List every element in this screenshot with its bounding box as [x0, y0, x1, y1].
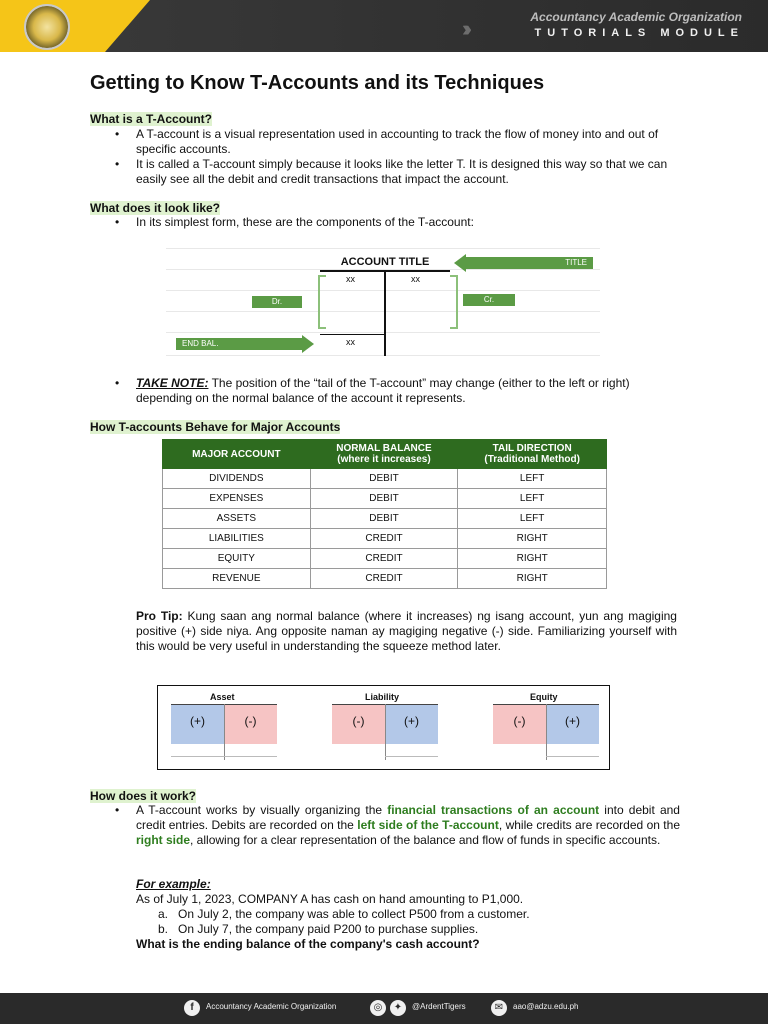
section-behave: [90, 420, 340, 434]
list-item: a. On July 2, the company was able to collect P500 from a customer.: [158, 907, 530, 921]
credit-entry: xx: [411, 274, 420, 284]
section-what-is: [90, 112, 212, 126]
footer-facebook: Accountancy Academic Organization: [206, 1002, 337, 1011]
list-item: b. On July 7, the company paid P200 to purchase supplies.: [158, 922, 479, 936]
bullet-item: • A T-account is a visual representation used in accounting to track the flow of money into and out of specific accounts.: [115, 127, 680, 157]
major-accounts-table: [162, 439, 607, 589]
email-icon: ✉: [491, 1000, 507, 1016]
equity-minus-side: (-): [493, 705, 546, 744]
title-callout: TITLE: [466, 257, 593, 269]
page-footer: [0, 993, 768, 1024]
bullet-item: • It is called a T-account simply because it looks like the letter T. It is designed this way so that we can easily see all the debit and credit transactions that impact the account.: [115, 157, 680, 187]
end-balance-callout: END BAL.: [176, 338, 302, 350]
liability-minus-side: (-): [332, 705, 385, 744]
facebook-icon: f: [184, 1000, 200, 1016]
section-heading: How does it work?: [90, 789, 197, 803]
asset-plus-side: (+): [171, 705, 224, 744]
t-account-diagram: [166, 248, 600, 356]
how-work-item: • A T-account works by visually organizing the financial transactions of an account into debit and credit entries. Debits are recorded on the left side of the T-account, while credits are recorded on the right side, allowing for a clear representation of the balance and flow of funds in specific accounts.: [115, 803, 680, 847]
footer-email: aao@adzu.edu.ph: [513, 1002, 579, 1011]
ending-balance-entry: xx: [346, 337, 355, 347]
column-header: MAJOR ACCOUNT: [163, 440, 311, 469]
example-label: For example:: [136, 877, 211, 891]
section-heading: How T-accounts Behave for Major Accounts: [90, 420, 341, 434]
table-row: LIABILITIES CREDIT RIGHT: [163, 529, 607, 549]
asset-label: Asset: [210, 692, 235, 702]
table-row: REVENUE CREDIT RIGHT: [163, 569, 607, 589]
column-header: NORMAL BALANCE (where it increases): [310, 440, 458, 469]
pro-tip: [136, 609, 677, 654]
sign-diagram: [157, 685, 610, 770]
instagram-icon: ◎: [370, 1000, 386, 1016]
highlight-text: right side: [136, 833, 191, 847]
bullet-text: A T-account is a visual representation used in accounting to track the flow of money into and out of specific accounts.: [136, 127, 659, 156]
table-row: DIVIDENDS DEBIT LEFT: [163, 469, 607, 489]
t-account-stem: [384, 272, 386, 356]
equity-label: Equity: [530, 692, 558, 702]
page-header: [0, 0, 768, 52]
table-row: ASSETS DEBIT LEFT: [163, 509, 607, 529]
asset-minus-side: (-): [224, 705, 277, 744]
table-row: EQUITY CREDIT RIGHT: [163, 549, 607, 569]
section-heading: What does it look like?: [90, 201, 221, 215]
equity-plus-side: (+): [546, 705, 599, 744]
example-question: What is the ending balance of the company's cash account?: [136, 937, 480, 951]
take-note-text: The position of the “tail of the T-account” may change (either to the left or right) depending on the normal balance of the account it represents.: [136, 376, 630, 405]
table-header-row: [163, 440, 607, 469]
take-note-item: • TAKE NOTE: The position of the “tail of the T-account” may change (either to the left or right) depending on the normal balance of the account it represents.: [115, 376, 630, 405]
section-look-like: [90, 201, 220, 215]
example-block: [136, 877, 530, 952]
bullet-item: • In its simplest form, these are the components of the T-account:: [115, 215, 680, 230]
credit-callout: Cr.: [463, 294, 515, 306]
university-seal-logo: [24, 4, 70, 50]
bullet-text: It is called a T-account simply because it looks like the letter T. It is designed this way so that we can easily see all the debit and credit transactions that impact the account.: [136, 157, 668, 186]
debit-callout: Dr.: [252, 296, 302, 308]
highlight-text: financial transactions of an account: [387, 803, 600, 817]
debit-bracket: [318, 275, 326, 329]
debit-entry: xx: [346, 274, 355, 284]
twitter-icon: ✦: [390, 1000, 406, 1016]
credit-bracket: [450, 275, 458, 329]
header-accent: [0, 0, 150, 52]
table-row: EXPENSES DEBIT LEFT: [163, 489, 607, 509]
section-how-work: [90, 789, 196, 803]
bullet-text: In its simplest form, these are the components of the T-account:: [136, 215, 474, 229]
chevrons-icon: ›››: [462, 16, 466, 41]
end-balance-arrow-icon: [302, 335, 314, 353]
section-heading: What is a T-Account?: [90, 112, 213, 126]
highlight-text: left side of the T-account: [357, 818, 499, 832]
example-intro: As of July 1, 2023, COMPANY A has cash on hand amounting to P1,000.: [136, 892, 524, 906]
title-arrow-icon: [454, 254, 466, 272]
take-note-label: TAKE NOTE:: [136, 376, 209, 390]
liability-plus-side: (+): [385, 705, 438, 744]
header-module-label: TUTORIALS MODULE: [534, 27, 744, 39]
header-org-name: Accountancy Academic Organization: [530, 10, 742, 24]
pro-tip-text: Kung saan ang normal balance (where it increases) ng isang account, yun ang magiging positive (+) side niya. Ang opposite naman ay magiging negative (-) side. Familiarizing yourself with this would be very useful in understanding the squeeze method later.: [136, 609, 677, 653]
pro-tip-label: Pro Tip:: [136, 609, 183, 623]
footer-social-handle: @ArdentTigers: [412, 1002, 466, 1011]
page-title: Getting to Know T-Accounts and its Techniques: [90, 72, 545, 94]
column-header: TAIL DIRECTION (Traditional Method): [458, 440, 607, 469]
liability-label: Liability: [365, 692, 400, 702]
account-title-label: ACCOUNT TITLE: [340, 256, 430, 268]
